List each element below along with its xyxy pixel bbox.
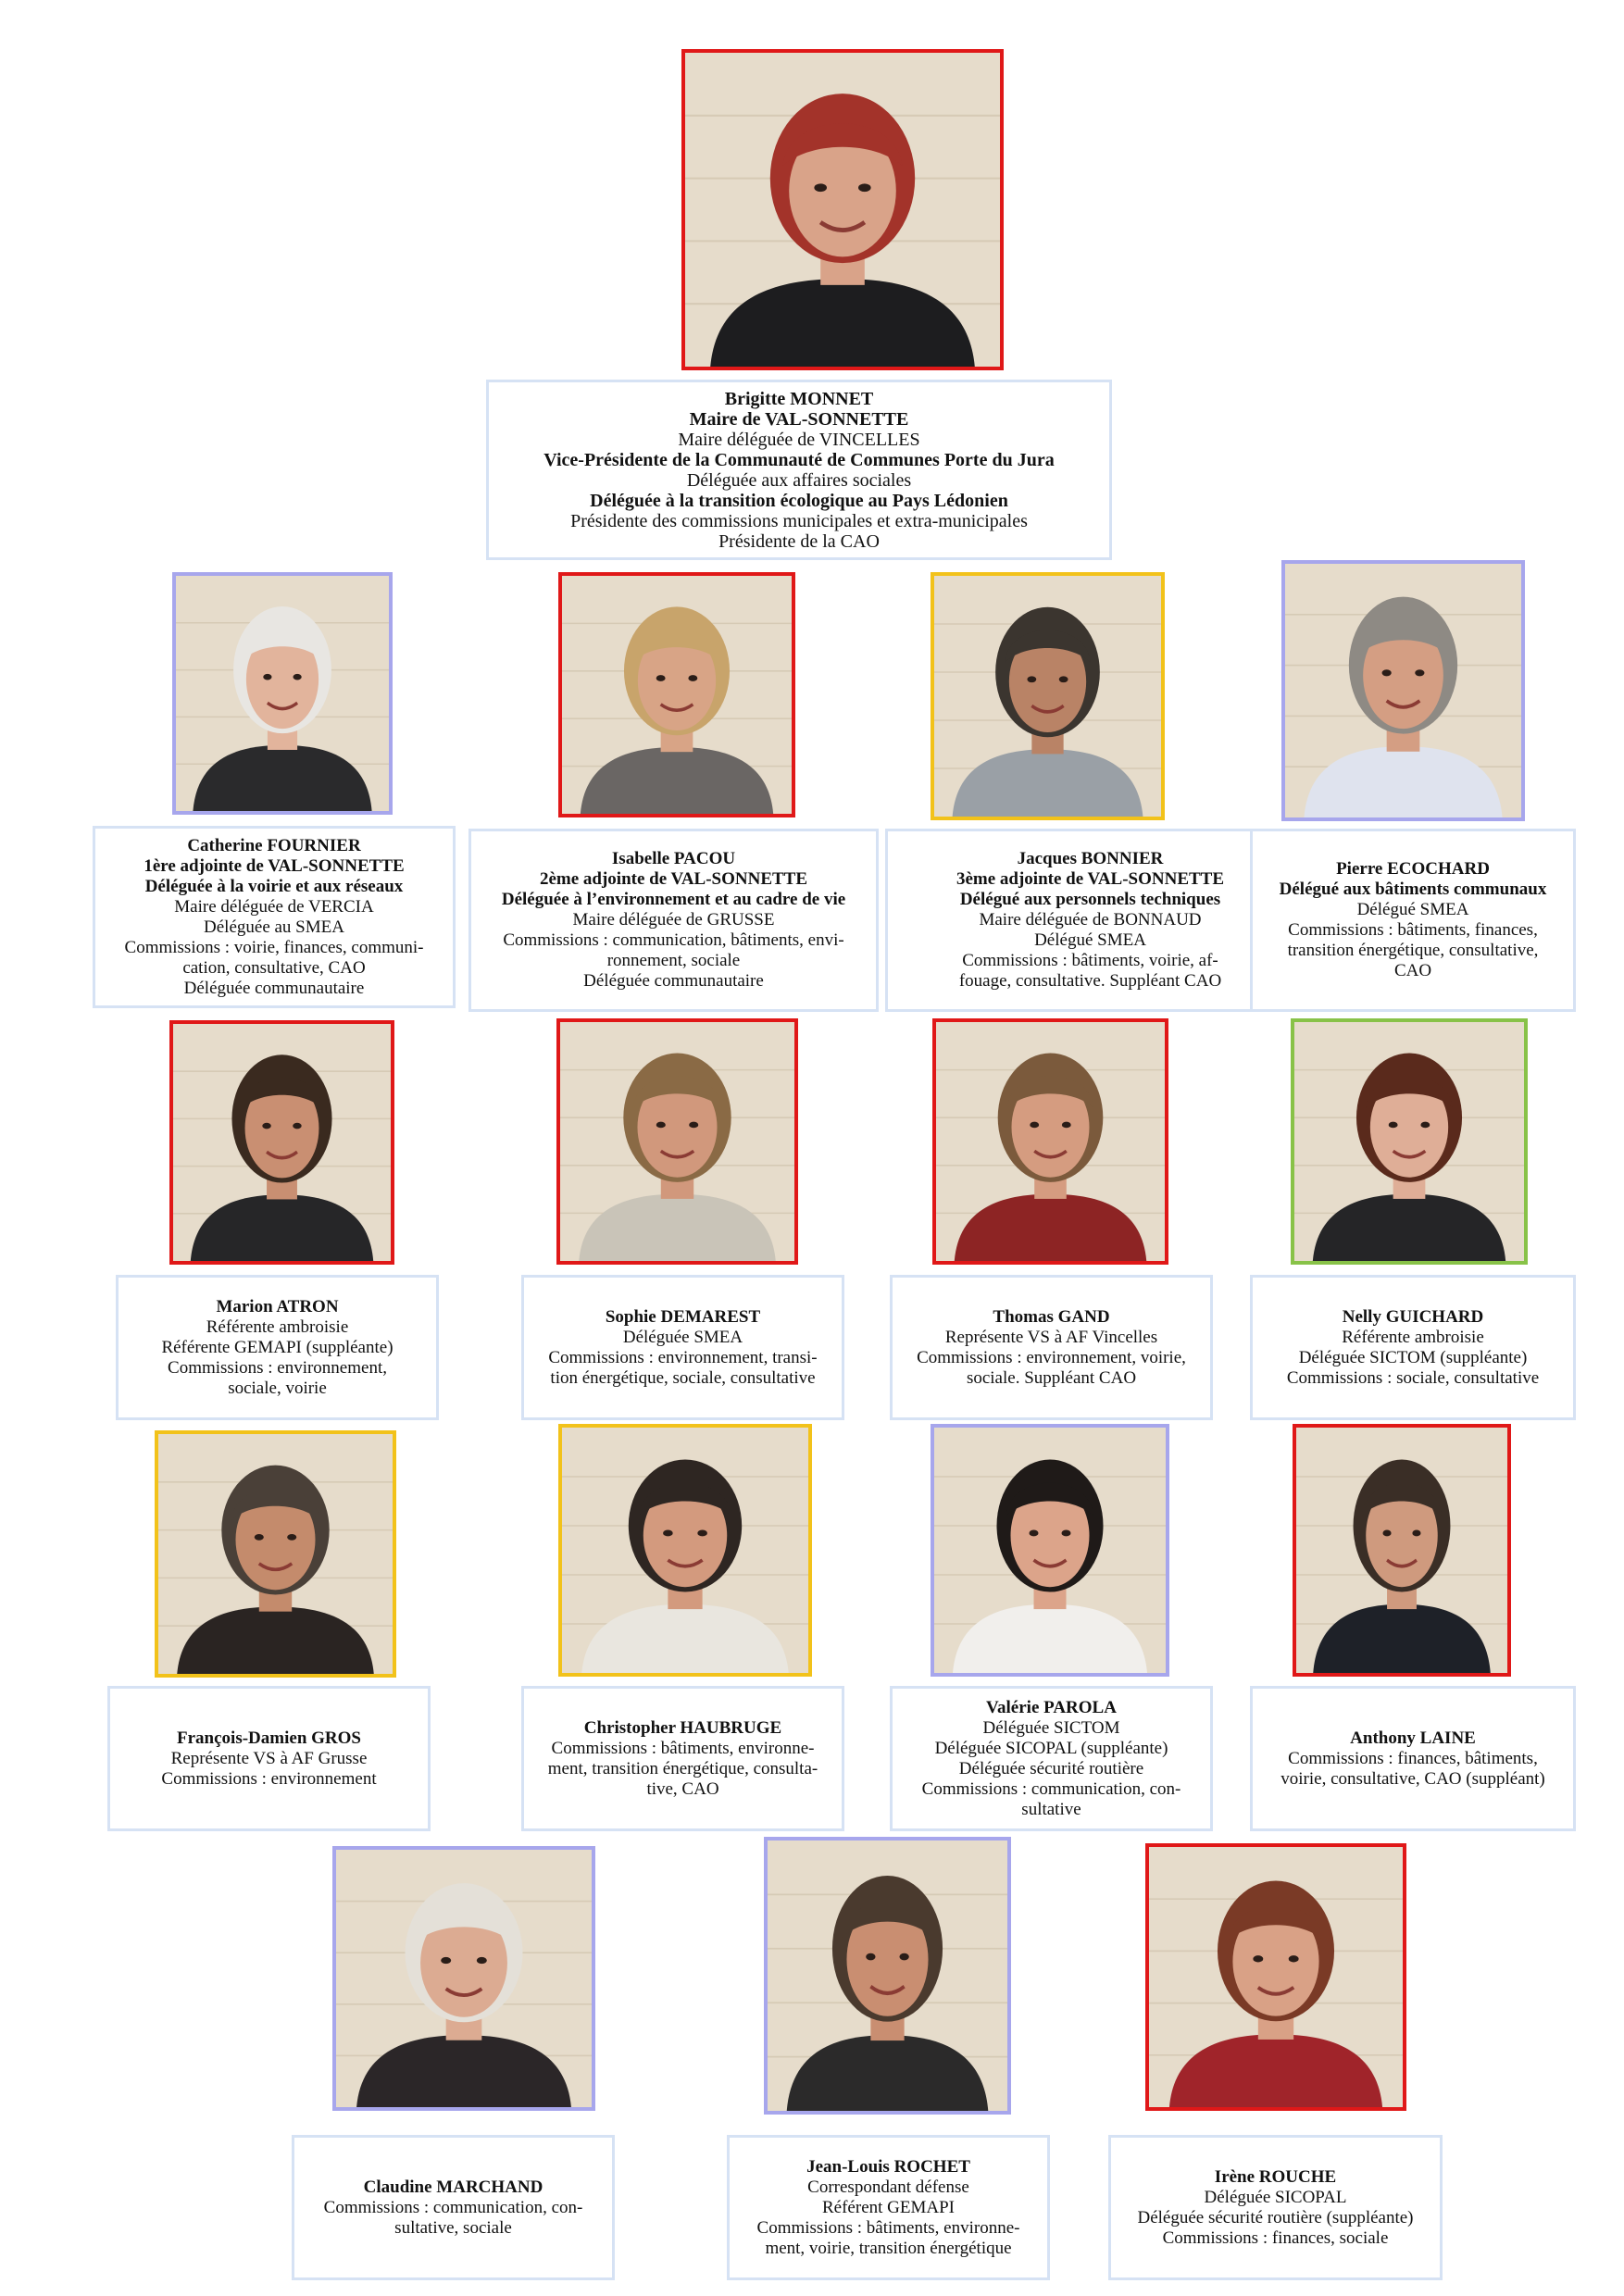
portrait-jean-louis-rochet (764, 1837, 1011, 2115)
member-role-line: Maire de VAL-SONNETTE (689, 408, 909, 430)
member-role-line: Commissions : bâtiments, environne- ment, voirie, transition énergétique (756, 2217, 1020, 2258)
member-role-line: Commissions : finances, sociale (1162, 2227, 1389, 2248)
member-name: Catherine FOURNIER (187, 835, 361, 855)
info-card-claudine-marchand (292, 2135, 615, 2280)
member-role-line: Maire déléguée de GRUSSE (572, 910, 775, 930)
portrait-illustration (560, 1022, 794, 1261)
member-name: François-Damien GROS (177, 1728, 361, 1748)
info-card-francois-damien-gros (107, 1686, 431, 1831)
portrait-jacques-bonnier (931, 572, 1165, 820)
info-card-christopher-haubruge (521, 1686, 844, 1831)
portrait-valerie-parola (931, 1424, 1169, 1677)
info-card-catherine-fournier (93, 826, 456, 1008)
member-name: Anthony LAINE (1350, 1728, 1476, 1748)
portrait-illustration (1285, 564, 1521, 817)
member-role-line: 2ème adjointe de VAL-SONNETTE (539, 869, 808, 889)
portrait-anthony-laine (1293, 1424, 1511, 1677)
member-name: Sophie DEMAREST (605, 1306, 761, 1327)
member-name: Jacques BONNIER (1017, 849, 1164, 868)
portrait-nelly-guichard (1291, 1018, 1528, 1265)
member-role-line: Commissions : environnement, sociale, voirie (168, 1357, 387, 1398)
member-role-line: Commissions : communication, bâtiments, envi- ronnement, sociale (503, 930, 844, 970)
portrait-illustration (562, 576, 792, 814)
member-role-line: Déléguée communautaire (183, 978, 365, 998)
member-role-line: Déléguée au SMEA (204, 917, 344, 937)
member-name: Nelly GUICHARD (1342, 1306, 1484, 1327)
member-name: Claudine MARCHAND (363, 2177, 543, 2197)
member-role-line: Déléguée SICOPAL (1204, 2187, 1347, 2207)
member-role-line: Maire déléguée de VERCIA (174, 896, 374, 917)
member-name: Marion ATRON (216, 1296, 339, 1316)
portrait-illustration (176, 576, 389, 811)
portrait-isabelle-pacou (558, 572, 795, 817)
member-role-line: Délégué SMEA (1034, 930, 1146, 950)
member-name: Thomas GAND (993, 1306, 1110, 1327)
info-card-isabelle-pacou (468, 829, 879, 1012)
member-role-line: Commissions : communication, con- sultative (921, 1778, 1181, 1819)
portrait-catherine-fournier (172, 572, 393, 815)
info-card-valerie-parola (890, 1686, 1213, 1831)
info-card-brigitte-monnet (486, 380, 1112, 560)
member-role-line: Délégué aux bâtiments communaux (1279, 880, 1547, 899)
member-name: Brigitte MONNET (724, 388, 874, 409)
portrait-brigitte-monnet (681, 49, 1004, 370)
member-role-line: Commissions : environnement (161, 1768, 377, 1789)
member-role-line: Référente GEMAPI (suppléante) (161, 1337, 394, 1357)
member-role-line: Commissions : bâtiments, finances, transition énergétique, consultative, CAO (1287, 920, 1539, 980)
member-role-line: Commissions : sociale, consultative (1286, 1367, 1540, 1388)
portrait-christopher-haubruge (558, 1424, 812, 1677)
member-role-line: Déléguée SICTOM (982, 1717, 1120, 1738)
info-card-pierre-ecochard (1250, 829, 1576, 1012)
member-role-line: Commissions : voirie, finances, communi- cation, consultative, CAO (124, 937, 424, 978)
info-card-anthony-laine (1250, 1686, 1576, 1831)
portrait-illustration (1149, 1847, 1403, 2107)
member-role-line: Déléguée SICOPAL (suppléante) (934, 1738, 1168, 1758)
member-role-line: Maire déléguée de BONNAUD (979, 910, 1202, 930)
member-role-line: Commissions : communication, con- sultative, sociale (323, 2197, 583, 2238)
member-name: Christopher HAUBRUGE (583, 1717, 782, 1738)
portrait-illustration (336, 1850, 592, 2107)
member-name: Irène ROUCHE (1214, 2166, 1337, 2187)
member-role-line: Commissions : environnement, voirie, sociale. Suppléant CAO (917, 1347, 1186, 1388)
member-name: Pierre ECOCHARD (1336, 859, 1490, 879)
member-role-line: Déléguée à l’environnement et au cadre de vie (501, 890, 846, 909)
portrait-illustration (1294, 1022, 1524, 1261)
portrait-illustration (158, 1434, 393, 1674)
info-card-sophie-demarest (521, 1275, 844, 1420)
info-card-jacques-bonnier (885, 829, 1295, 1012)
member-role-line: Déléguée aux affaires sociales (686, 469, 912, 491)
member-name: Jean-Louis ROCHET (806, 2156, 970, 2177)
portrait-illustration (936, 1022, 1165, 1261)
member-name: Isabelle PACOU (611, 849, 736, 868)
portrait-illustration (562, 1428, 808, 1673)
member-role-line: Déléguée à la transition écologique au Pays Lédonien (590, 490, 1008, 511)
member-role-line: Commissions : bâtiments, environne- ment, transition énergétique, consulta- tive, CAO (547, 1738, 818, 1799)
portrait-sophie-demarest (556, 1018, 798, 1265)
member-role-line: Présidente des commissions municipales et extra-municipales (570, 510, 1028, 531)
member-role-line: Correspondant défense (807, 2177, 969, 2197)
portrait-pierre-ecochard (1281, 560, 1525, 821)
portrait-illustration (934, 1428, 1166, 1673)
member-role-line: Déléguée sécurité routière (958, 1758, 1144, 1778)
portrait-illustration (173, 1024, 391, 1261)
member-role-line: Délégué aux personnels techniques (959, 890, 1221, 909)
member-role-line: Commissions : environnement, transi- tion énergétique, sociale, consultative (548, 1347, 818, 1388)
member-role-line: Présidente de la CAO (718, 530, 880, 552)
member-role-line: Déléguée sécurité routière (suppléante) (1137, 2207, 1414, 2227)
info-card-thomas-gand (890, 1275, 1213, 1420)
member-role-line: 1ère adjointe de VAL-SONNETTE (144, 855, 405, 876)
info-card-jean-louis-rochet (727, 2135, 1050, 2280)
portrait-francois-damien-gros (155, 1430, 396, 1678)
member-role-line: Référente ambroisie (1342, 1327, 1484, 1347)
member-role-line: Commissions : bâtiments, voirie, af- fouage, consultative. Suppléant CAO (958, 951, 1222, 991)
member-role-line: Vice-Présidente de la Communauté de Communes Porte du Jura (543, 449, 1055, 470)
member-role-line: Maire déléguée de VINCELLES (678, 429, 920, 450)
portrait-illustration (934, 576, 1161, 817)
member-role-line: Déléguée communautaire (583, 971, 764, 991)
member-name: Valérie PAROLA (986, 1697, 1117, 1717)
member-role-line: Représente VS à AF Vincelles (944, 1327, 1158, 1347)
portrait-irene-rouche (1145, 1843, 1406, 2111)
portrait-illustration (685, 53, 1000, 367)
member-role-line: Représente VS à AF Grusse (170, 1748, 368, 1768)
member-role-line: Déléguée SICTOM (suppléante) (1298, 1347, 1528, 1367)
portrait-thomas-gand (932, 1018, 1168, 1265)
info-card-marion-atron (116, 1275, 439, 1420)
portrait-illustration (768, 1841, 1007, 2111)
portrait-claudine-marchand (332, 1846, 595, 2111)
info-card-nelly-guichard (1250, 1275, 1576, 1420)
member-role-line: 3ème adjointe de VAL-SONNETTE (956, 869, 1225, 889)
member-role-line: Déléguée à la voirie et aux réseaux (144, 876, 404, 896)
member-role-line: Référente ambroisie (206, 1316, 349, 1337)
member-role-line: Délégué SMEA (1356, 900, 1469, 919)
member-role-line: Déléguée SMEA (622, 1327, 743, 1347)
portrait-marion-atron (169, 1020, 394, 1265)
portrait-illustration (1296, 1428, 1507, 1673)
info-card-irene-rouche (1108, 2135, 1443, 2280)
member-role-line: Commissions : finances, bâtiments, voirie, consultative, CAO (suppléant) (1280, 1748, 1545, 1789)
member-role-line: Référent GEMAPI (822, 2197, 955, 2217)
